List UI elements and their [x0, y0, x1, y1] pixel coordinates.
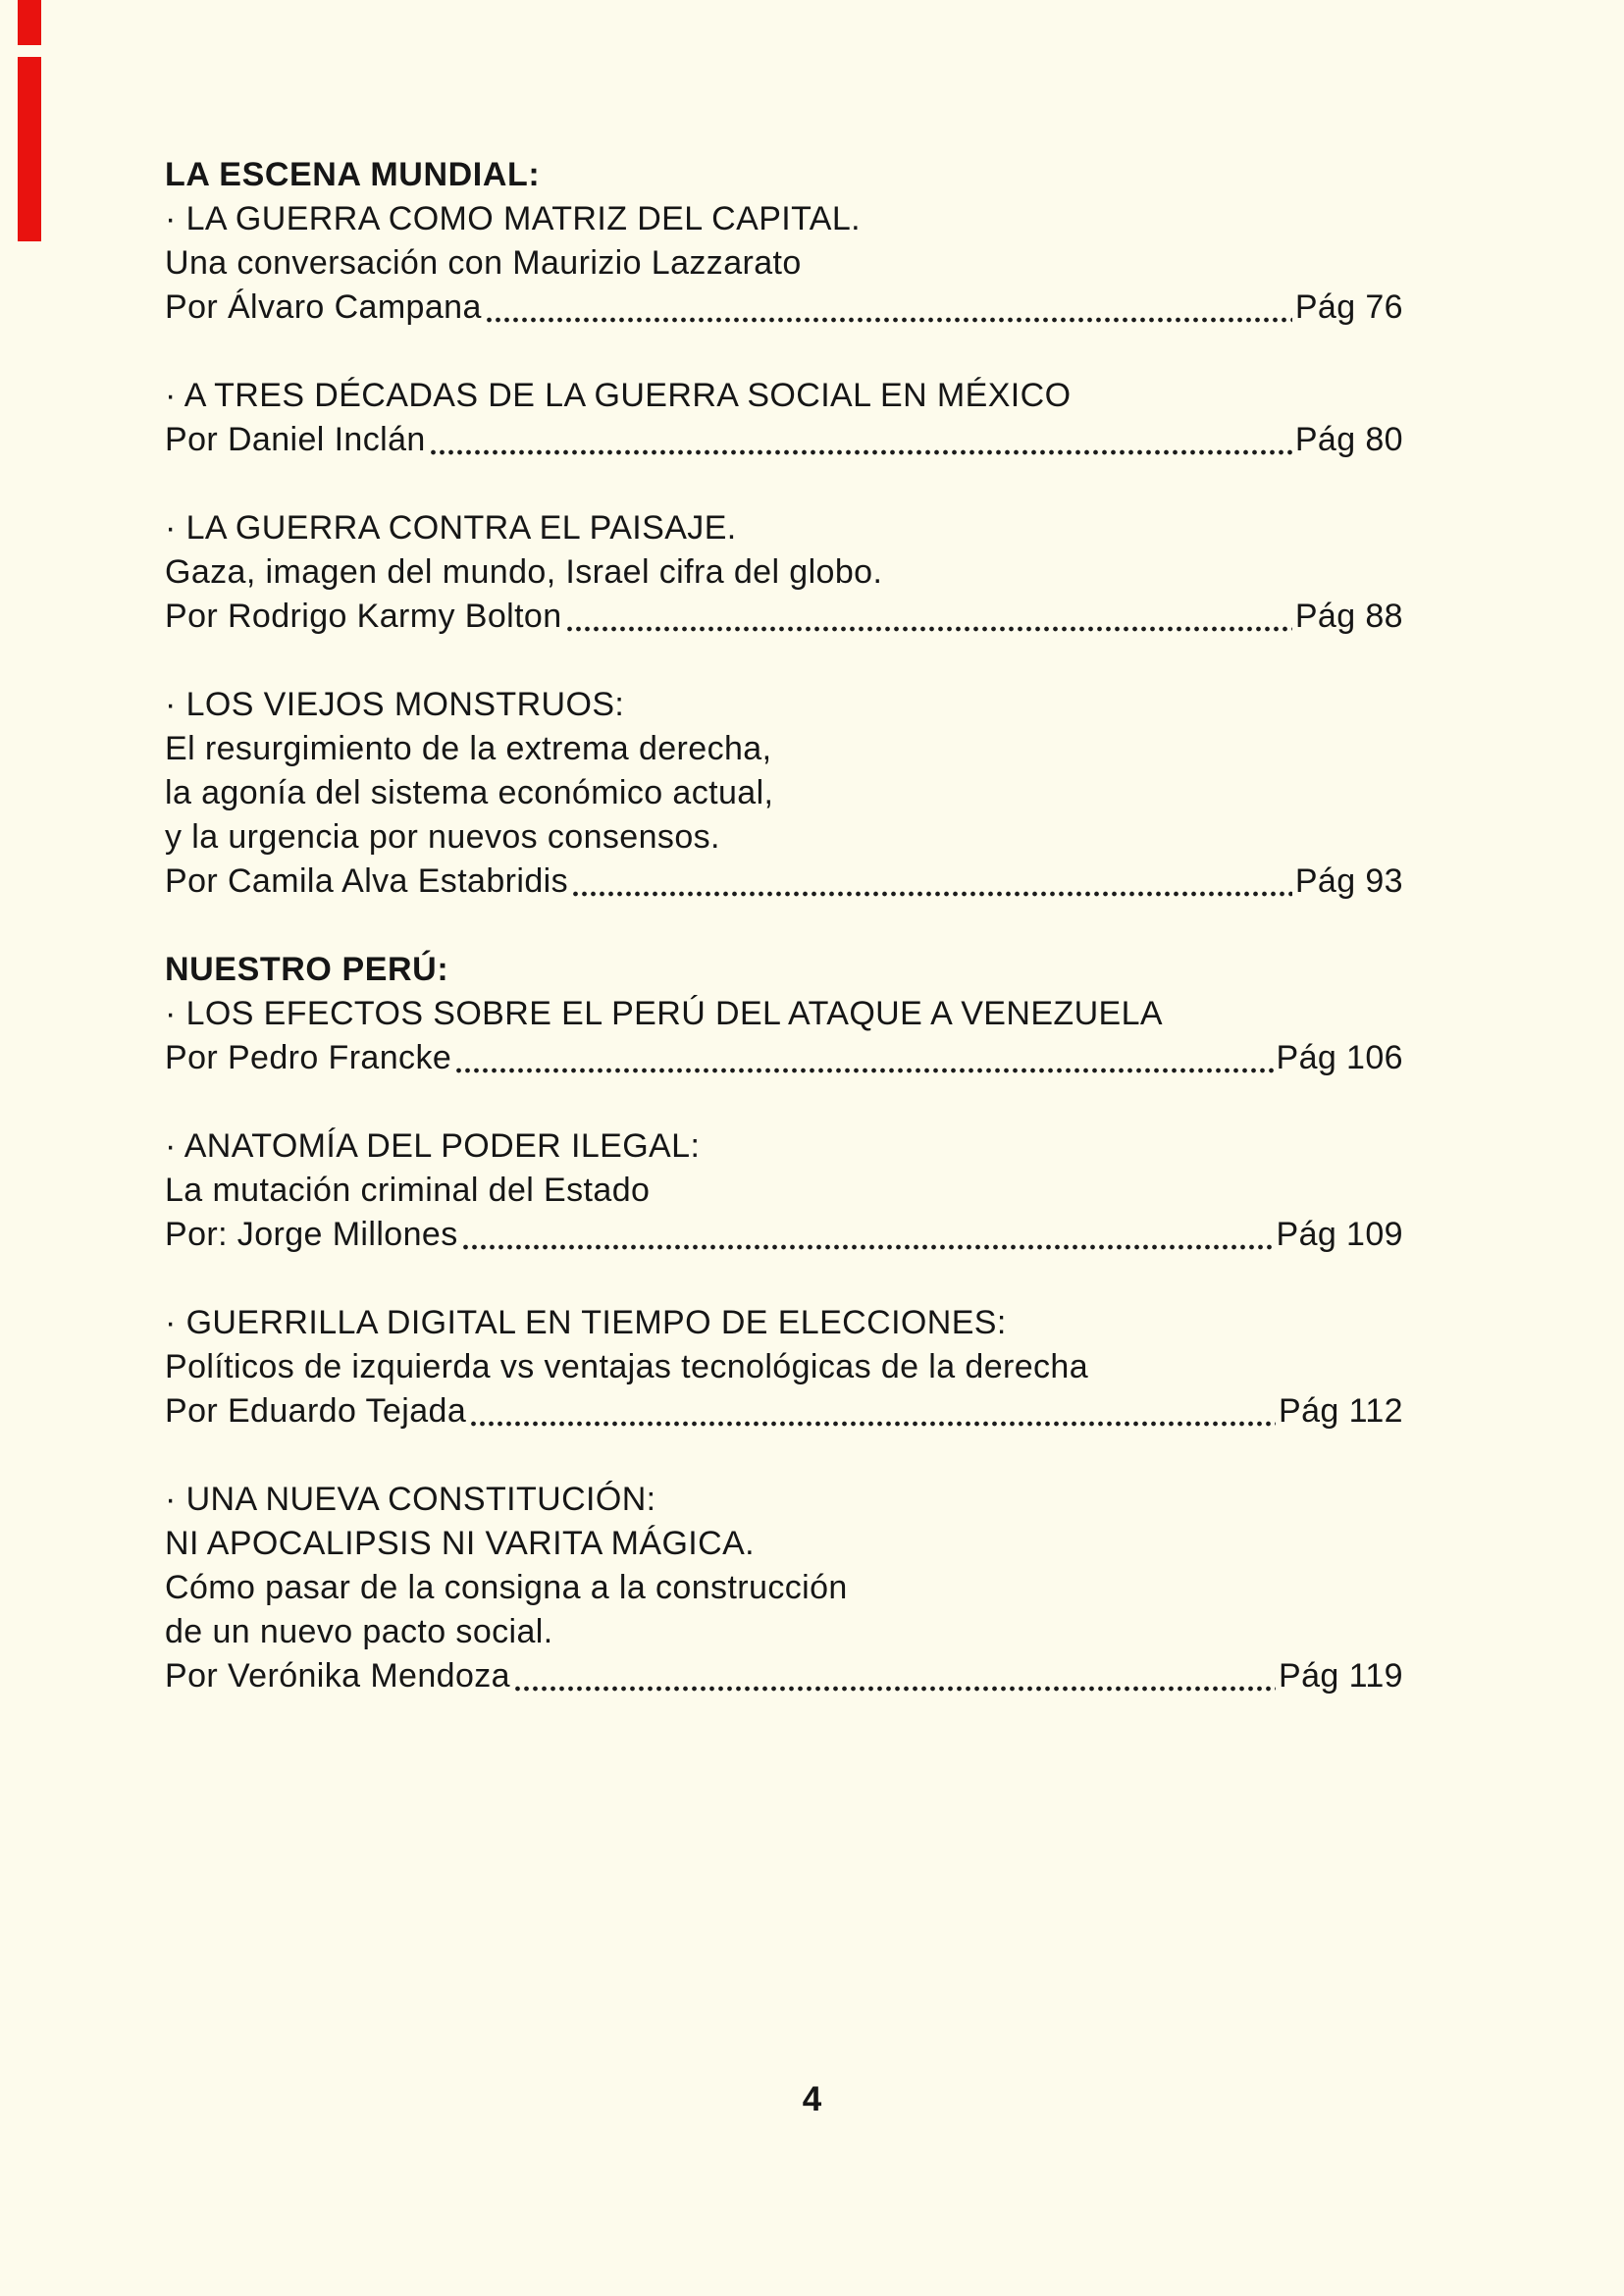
entry-author-row [165, 595, 1403, 639]
entry-page-label: Pág 88 [1294, 598, 1403, 635]
dot-leader [454, 1036, 1273, 1080]
dot-leader [461, 1213, 1274, 1257]
dot-leader [513, 1654, 1276, 1698]
toc-section [165, 153, 1403, 904]
entry-page-label: Pág 119 [1279, 1657, 1403, 1695]
dot-leader [429, 418, 1292, 462]
entry-title-line: Cómo pasar de la consigna a la construcción [165, 1569, 848, 1606]
dot-leader [469, 1389, 1276, 1434]
toc-entry [165, 1124, 1403, 1257]
entry-author-row [165, 860, 1403, 904]
entry-author-row [165, 286, 1403, 330]
dot-leader [485, 286, 1292, 330]
toc-entry [165, 506, 1403, 639]
entry-title-line: la agonía del sistema económico actual, [165, 774, 774, 811]
entry-author-row [165, 1213, 1403, 1257]
folio-page-number: 4 [802, 2080, 822, 2118]
entry-author: Por: Jorge Millones [165, 1216, 458, 1253]
dot-leader [565, 595, 1292, 639]
entry-title-line: · LOS VIEJOS MONSTRUOS: [165, 686, 625, 723]
toc-entry [165, 1478, 1403, 1698]
toc-entry [165, 992, 1403, 1080]
entry-title-line: y la urgencia por nuevos consensos. [165, 818, 720, 856]
entry-title-line: · LOS EFECTOS SOBRE EL PERÚ DEL ATAQUE A VENEZUELA [165, 995, 1164, 1032]
entry-author: Por Verónika Mendoza [165, 1657, 510, 1695]
entry-title-line: Una conversación con Maurizio Lazzarato [165, 244, 802, 282]
entry-author-row [165, 1389, 1403, 1434]
entry-title-line: Gaza, imagen del mundo, Israel cifra del globo. [165, 553, 883, 591]
toc-entry [165, 1301, 1403, 1434]
toc-entry [165, 374, 1403, 462]
entry-author: Por Álvaro Campana [165, 288, 482, 326]
entry-title-line: Políticos de izquierda vs ventajas tecnológicas de la derecha [165, 1348, 1089, 1385]
entry-title-line: de un nuevo pacto social. [165, 1613, 553, 1650]
entry-title-line: · GUERRILLA DIGITAL EN TIEMPO DE ELECCIONES: [165, 1304, 1007, 1341]
section-heading: LA ESCENA MUNDIAL: [165, 156, 541, 193]
red-dash-icon [18, 0, 41, 45]
entry-author: Por Rodrigo Karmy Bolton [165, 598, 562, 635]
entry-author-row [165, 418, 1403, 462]
entry-title-line: La mutación criminal del Estado [165, 1172, 651, 1209]
table-of-contents [165, 153, 1403, 1698]
entry-author-row [165, 1654, 1403, 1698]
dot-leader [571, 860, 1292, 904]
entry-page-label: Pág 109 [1276, 1216, 1403, 1253]
entry-page-label: Pág 76 [1294, 288, 1403, 326]
entry-author-row [165, 1036, 1403, 1080]
entry-page-label: Pág 80 [1294, 421, 1403, 458]
red-dash-icon [18, 57, 41, 241]
entry-author: Por Daniel Inclán [165, 421, 426, 458]
entry-title-line: El resurgimiento de la extrema derecha, [165, 730, 772, 767]
entry-title-line: · UNA NUEVA CONSTITUCIÓN: [165, 1481, 656, 1518]
entry-author: Por Camila Alva Estabridis [165, 862, 568, 900]
entry-author: Por Pedro Francke [165, 1039, 452, 1076]
toc-entry [165, 683, 1403, 904]
entry-title-line: NI APOCALIPSIS NI VARITA MÁGICA. [165, 1525, 756, 1562]
toc-entry [165, 197, 1403, 330]
entry-title-line: · ANATOMÍA DEL PODER ILEGAL: [165, 1127, 701, 1165]
entry-author: Por Eduardo Tejada [165, 1392, 467, 1430]
entry-page-label: Pág 106 [1276, 1039, 1403, 1076]
entry-title-line: · LA GUERRA CONTRA EL PAISAJE. [165, 509, 737, 547]
entry-page-label: Pág 93 [1294, 862, 1403, 900]
toc-section [165, 948, 1403, 1698]
entry-title-line: · LA GUERRA COMO MATRIZ DEL CAPITAL. [165, 200, 861, 237]
entry-page-label: Pág 112 [1279, 1392, 1403, 1430]
entry-title-line: · A TRES DÉCADAS DE LA GUERRA SOCIAL EN MÉXICO [165, 377, 1072, 414]
section-heading: NUESTRO PERÚ: [165, 951, 449, 988]
